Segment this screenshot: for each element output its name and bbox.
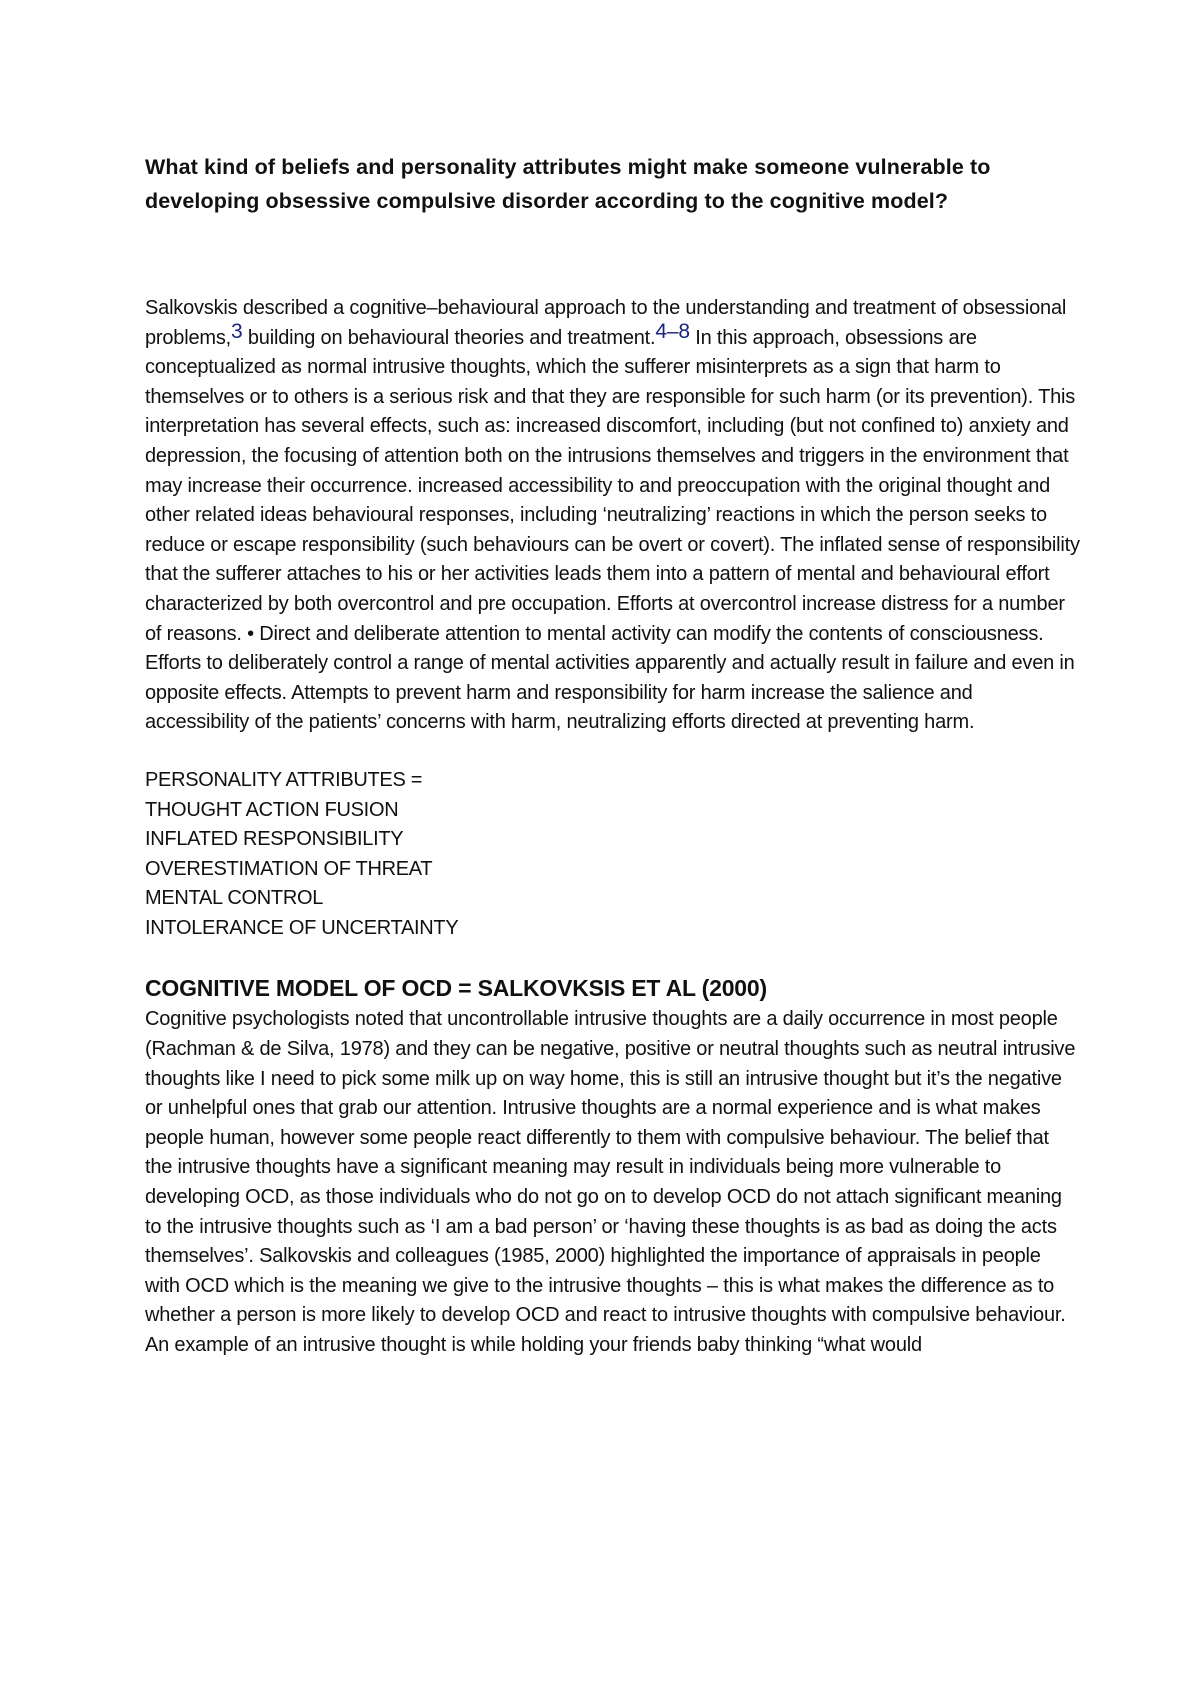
personality-attributes-list [145,766,1080,944]
attribute-item: OVERESTIMATION OF THREAT [145,857,433,880]
attributes-heading: PERSONALITY ATTRIBUTES = [145,768,423,791]
reference-link[interactable]: 3 [231,319,243,343]
paragraph-text: Salkovskis described a cognitive–behavioural approach to the understanding and treatment of obsessional problems, [145,297,1067,349]
cognitive-model-paragraph: Cognitive psychologists noted that uncontrollable intrusive thoughts are a daily occurrence in most people (Rachman & de Silva, 1978) and they can be negative, positive or neutral thoughts such as neutral intrusive thoughts like I need to pick some milk up on way home, this is still an intrusive thought but it’s the negative or unhelpful ones that grab our attention. Intrusive thoughts are a normal experience and is what makes people human, however some people react differently to them with compulsive behaviour. The belief that the intrusive thoughts have a significant meaning may result in individuals being more vulnerable to developing OCD, as those individuals who do not go on to develop OCD do not attach significant meaning to the intrusive thoughts such as ‘I am a bad person’ or ‘having these thoughts is as bad as doing the acts themselves’. Salkovskis and colleagues (1985, 2000) highlighted the importance of appraisals in people with OCD which is the meaning we give to the intrusive thoughts – this is what makes the difference as to whether a person is more likely to develop OCD and react to intrusive thoughts with compulsive behaviour. An example of an intrusive thought is while holding your friends baby thinking “what would [145,1008,1076,1356]
paragraph-text: In this approach, obsessions are conceptualized as normal intrusive thoughts, which the sufferer misinterprets as a sign that harm to themselves or to others is a serious risk and that they are responsible for such harm (or its prevention). This interpretation has several effects, such as: increased discomfort, including (but not confined to) anxiety and depression, the focusing of attention both on the intrusions themselves and triggers in the environment that may increase their occurrence. increased accessibility to and preoccupation with the original thought and other related ideas behavioural responses, including ‘neutralizing’ reactions in which the person seeks to reduce or escape responsibility (such behaviours can be overt or covert). The inflated sense of responsibility that the sufferer attaches to his or her activities leads them into a pattern of mental and behavioural effort characterized by both overcontrol and pre occupation. Efforts at overcontrol increase distress for a number of reasons. • Direct and deliberate attention to mental activity can modify the contents of consciousness. Efforts to deliberately control a range of mental activities apparently and actually result in failure and even in opposite effects. Attempts to prevent harm and responsibility for harm increase the salience and accessibility of the patients’ concerns with harm, neutralizing efforts directed at preventing harm. [145,326,1080,734]
attribute-item: INFLATED RESPONSIBILITY [145,828,404,851]
paragraph-text: building on behavioural theories and treatment. [242,326,656,349]
section-heading: COGNITIVE MODEL OF OCD = SALKOVKSIS ET AL (2000) [145,975,767,1002]
salkovskis-paragraph [145,294,1080,738]
attribute-item: THOUGHT ACTION FUSION [145,798,399,821]
attribute-item: MENTAL CONTROL [145,887,324,910]
reference-link[interactable]: 4–8 [655,319,690,343]
document-content [145,150,1080,1361]
attribute-item: INTOLERANCE OF UNCERTAINTY [145,916,459,939]
question-heading: What kind of beliefs and personality attributes might make someone vulnerable to developing obsessive compulsive disorder according to the cognitive model? [145,155,991,213]
